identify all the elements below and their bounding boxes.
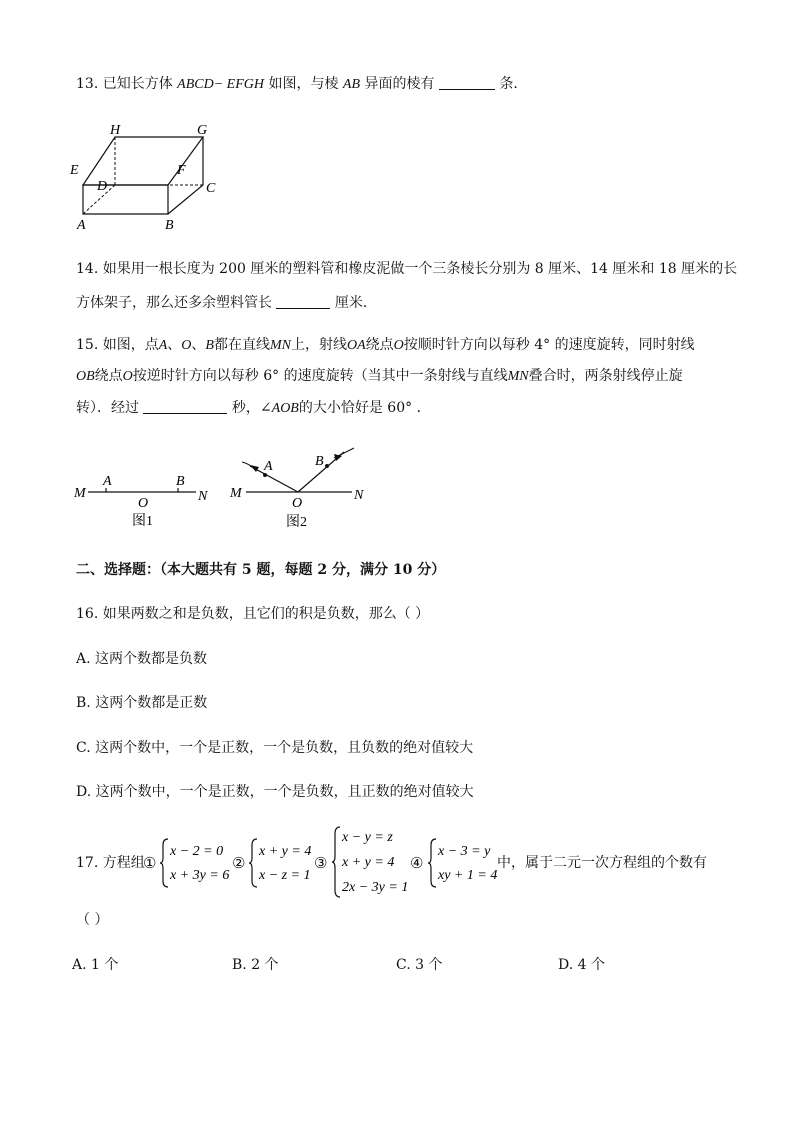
front-face [83, 185, 168, 214]
sys3-eq3: 2x − 3y = 1 [342, 880, 409, 895]
q14-stem-line1: 14. 如果用一根长度为 200 厘米的塑料管和橡皮泥做一个三条棱长分别为 8 厘米、14 厘米和 18 厘米的长 [76, 261, 738, 277]
sys3-eq2: x + y = 4 [342, 855, 395, 870]
q13-solid-name: ABCD− EFGH [177, 77, 264, 92]
fig1-label-a: A [103, 474, 112, 489]
q13-edge-name: AB [342, 77, 361, 92]
sys3-eq1: x − y = z [342, 830, 393, 845]
label-h: H [110, 123, 121, 138]
section-heading: 二、选择题：（本大题共有 5 题，每题 2 分，满分 10 分） [76, 562, 446, 578]
fig1-label-o: O [138, 496, 149, 511]
q15-stem-line2: OB绕点O按逆时针方向以每秒 6° 的速度旋转（当其中一条射线与直线MN叠合时，两条射线停止旋 [76, 368, 683, 384]
q16-option-c[interactable]: C. 这两个数中，一个是正数，一个是负数，且负数的绝对值较大 [76, 740, 474, 756]
sys2-eq1: x + y = 4 [259, 844, 312, 859]
q17-option-c[interactable]: C. 3 个 [396, 957, 443, 973]
brace [249, 839, 257, 887]
q17-mark-4: ④ [410, 854, 424, 872]
sys4-eq2: xy + 1 = 4 [438, 868, 498, 883]
label-e: E [70, 163, 79, 178]
q17-answer-paren[interactable]: （ ） [76, 912, 109, 928]
q15-stem-line1: 15. 如图，点A、O、B都在直线MN上，射线OA绕点O按顺时针方向以每秒 4° 的速度旋转，同时射线 [76, 337, 695, 353]
q17-option-d[interactable]: D. 4 个 [558, 957, 605, 973]
fig1-caption: 图1 [132, 514, 153, 529]
q17-option-b[interactable]: B. 2 个 [232, 957, 279, 973]
point-b [325, 464, 329, 468]
fig2-label-a: A [264, 459, 273, 474]
q13-cuboid-figure [66, 118, 236, 236]
q16-option-b[interactable]: B. 这两个数都是正数 [76, 695, 208, 711]
brace [332, 827, 340, 897]
q13-number: 13. [76, 76, 99, 92]
q17-system-3 [332, 824, 412, 900]
fig2-label-o: O [292, 496, 303, 511]
label-g: G [197, 123, 208, 138]
fig1-label-m: M [74, 486, 86, 501]
q17-mark-1: ① [143, 854, 157, 872]
q17-option-a[interactable]: A. 1 个 [72, 957, 119, 973]
sys4-eq1: x − 3 = y [438, 844, 491, 859]
label-a: A [77, 218, 86, 233]
q15-figure-1 [70, 470, 220, 530]
q17-mark-3: ③ [314, 854, 328, 872]
q17-mark-2: ② [232, 854, 246, 872]
q15-stem-line3: 转）．经过 秒，∠AOB的大小恰好是 60° ． [76, 400, 431, 416]
q15-figure-2 [226, 446, 376, 532]
q13-answer-blank[interactable] [439, 75, 495, 90]
fig1-label-n: N [198, 489, 208, 504]
fig2-caption: 图2 [286, 515, 307, 530]
fig1-label-b: B [176, 474, 185, 489]
label-c: C [206, 181, 216, 196]
q17-system-2 [249, 836, 319, 890]
q15-answer-blank[interactable] [143, 399, 227, 414]
sys1-eq2: x + 3y = 6 [170, 868, 230, 883]
q13-stem: 13. 已知长方体 ABCD− EFGH 如图，与棱 AB 异面的棱有 条． [76, 76, 528, 92]
fig2-label-n: N [354, 488, 364, 503]
q14-answer-blank[interactable] [276, 294, 330, 309]
fig2-label-m: M [230, 486, 242, 501]
label-d: D [97, 179, 108, 194]
q16-option-a[interactable]: A. 这两个数都是负数 [76, 651, 208, 667]
brace [160, 839, 168, 887]
sys1-eq1: x − 2 = 0 [170, 844, 224, 859]
fig2-label-b: B [315, 454, 324, 469]
q16-option-d[interactable]: D. 这两个数中，一个是正数，一个是负数，且正数的绝对值较大 [76, 784, 474, 800]
q17-system-1 [160, 836, 236, 890]
sys2-eq2: x − z = 1 [259, 868, 311, 883]
q17-system-4 [428, 836, 498, 890]
label-b: B [165, 218, 174, 233]
q16-stem: 16. 如果两数之和是负数，且它们的积是负数，那么（ ） [76, 606, 430, 622]
q17-stem-pre: 17. 方程组 [76, 855, 145, 871]
q14-stem-line2: 方体架子，那么还多余塑料管长 厘米． [76, 295, 377, 311]
brace [428, 839, 436, 887]
label-f: F [177, 163, 186, 178]
q17-stem-post: 中，属于二元一次方程组的个数有 [497, 855, 707, 871]
arrowhead-a [250, 465, 259, 472]
